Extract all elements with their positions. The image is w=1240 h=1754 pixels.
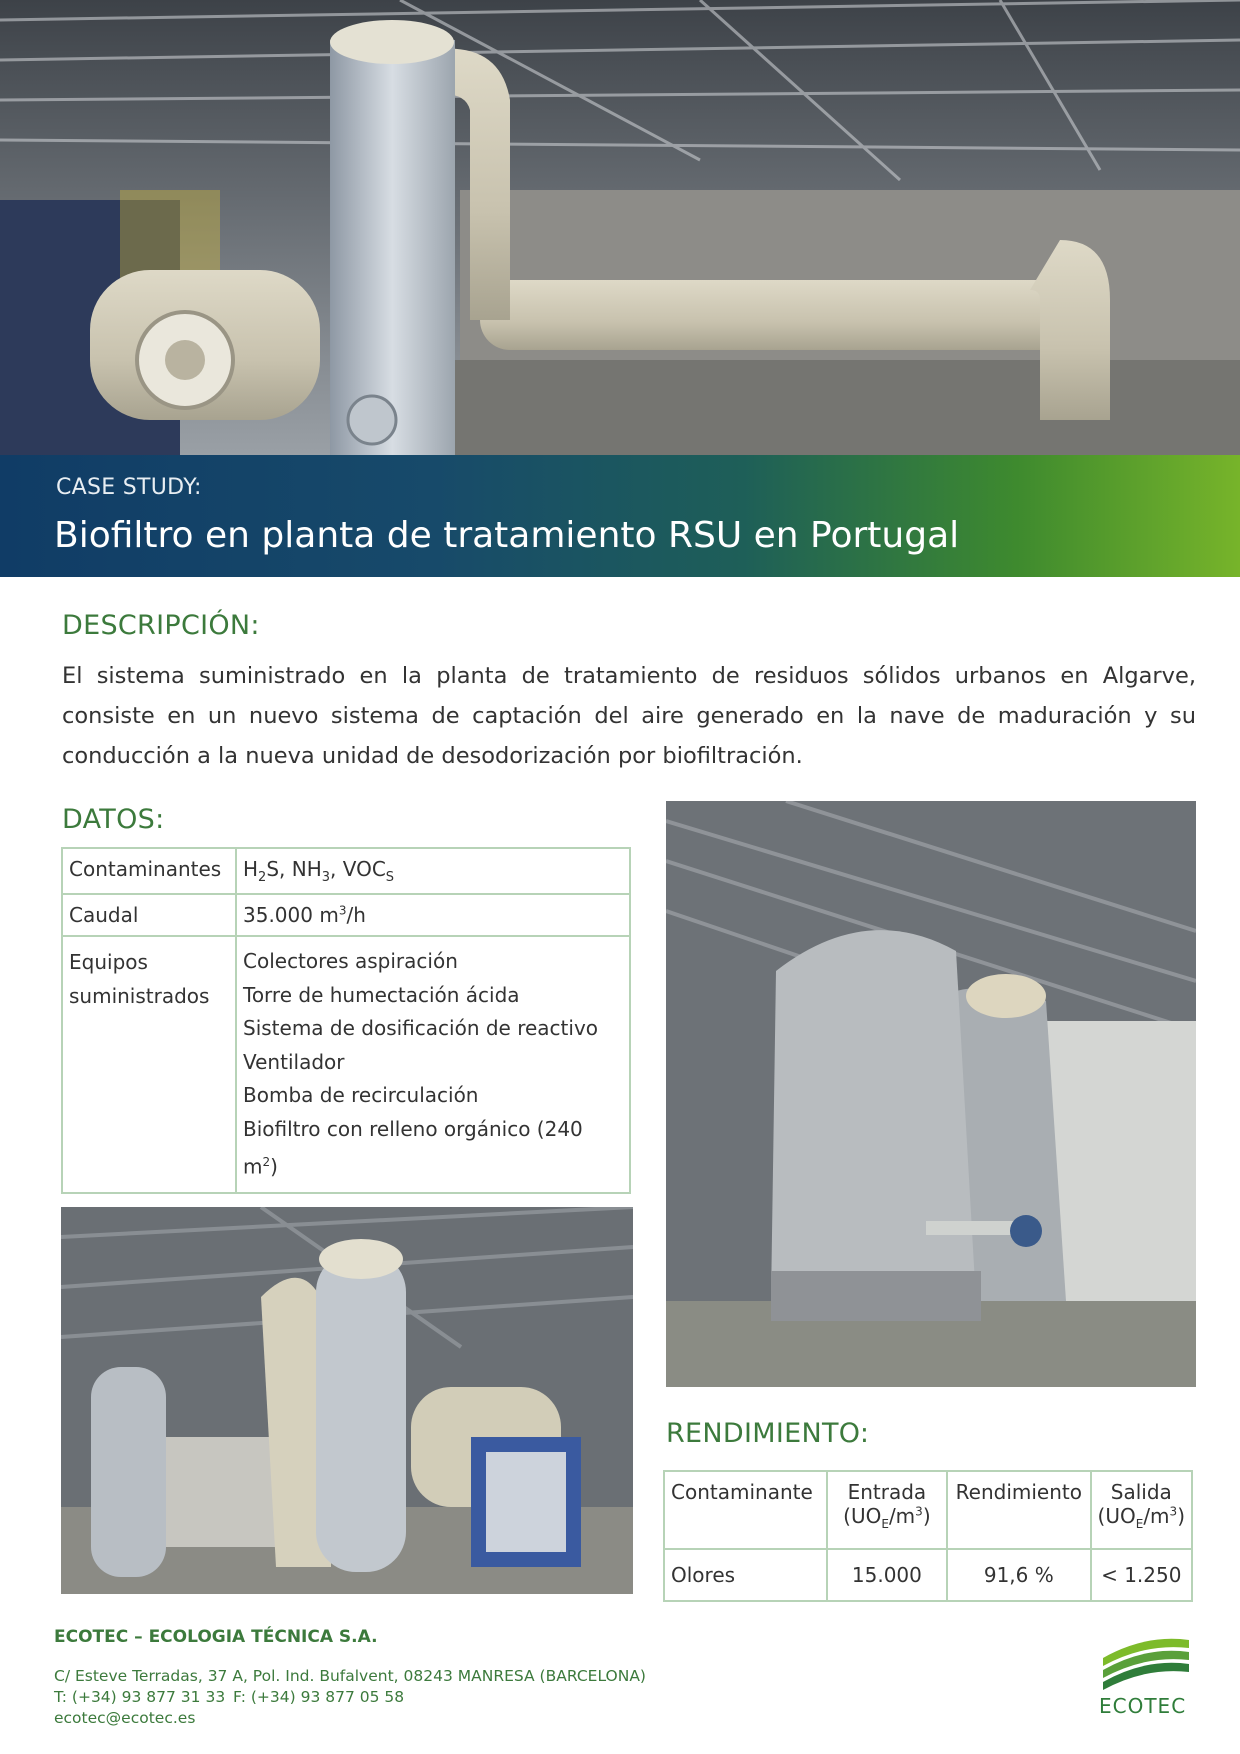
caudal-sup: 3	[338, 903, 347, 918]
rendimiento-heading: RENDIMIENTO:	[666, 1418, 870, 1449]
ecotec-logo-icon	[1095, 1628, 1195, 1698]
caudal-label: Caudal	[62, 894, 236, 936]
caudal-unit: /h	[346, 903, 366, 927]
table-row	[62, 848, 630, 894]
hero-plant-illustration	[0, 0, 1240, 456]
cell-entrada: 15.000	[827, 1549, 947, 1601]
col-entrada	[827, 1471, 947, 1549]
col-rendimiento: Rendimiento	[947, 1471, 1090, 1549]
list-item-text: )	[270, 1154, 278, 1179]
col-salida-label: Salida	[1110, 1480, 1172, 1504]
tanks-photo	[666, 801, 1196, 1387]
formula-part: H	[243, 857, 259, 881]
formula-sub: 3	[321, 870, 331, 885]
unit-part: /m	[888, 1504, 916, 1528]
footer-phone: T: (+34) 93 877 31 33	[54, 1688, 226, 1706]
plant-photo	[61, 1207, 633, 1594]
equipos-list	[236, 936, 630, 1193]
cell-salida: < 1.250	[1091, 1549, 1192, 1601]
col-entrada-unit	[834, 1504, 940, 1531]
formula-part: S, NH	[266, 857, 322, 881]
equipos-label	[62, 936, 236, 1193]
descripcion-heading: DESCRIPCIÓN:	[62, 610, 260, 641]
formula-sub: 2	[258, 870, 267, 885]
page-title: Biofiltro en planta de tratamiento RSU en Portugal	[54, 515, 960, 556]
table-row	[664, 1549, 1192, 1601]
descripcion-text: El sistema suministrado en la planta de tratamiento de residuos sólidos urbanos en Algarve, consiste en un nuevo sistema de captación del aire generado en la nave de maduración y su conducción a la nueva unidad de desodorización por biofiltración.	[62, 663, 1196, 769]
list-item	[243, 1113, 623, 1185]
table-row	[62, 894, 630, 936]
cell-rendimiento: 91,6 %	[947, 1549, 1090, 1601]
unit-sub: E	[881, 1517, 889, 1531]
caudal-value	[236, 894, 630, 936]
list-item: Colectores aspiración	[243, 949, 458, 973]
equipos-label-line: suministrados	[69, 984, 210, 1008]
ecotec-logo	[1095, 1628, 1195, 1718]
equipos-label-line: Equipos	[69, 950, 148, 974]
contaminantes-label: Contaminantes	[62, 848, 236, 894]
tanks-illustration	[666, 801, 1196, 1387]
list-item-text: Biofiltro con relleno orgánico (240 m	[243, 1116, 583, 1179]
banner-kicker: CASE STUDY:	[56, 475, 202, 500]
datos-heading: DATOS:	[62, 804, 165, 835]
formula-sub: S	[385, 870, 395, 885]
unit-part: (UO	[843, 1504, 882, 1528]
footer-company: ECOTEC – ECOLOGIA TÉCNICA S.A.	[54, 1627, 378, 1647]
plant-illustration	[61, 1207, 633, 1594]
rendimiento-table	[663, 1470, 1193, 1602]
unit-sub: E	[1135, 1517, 1144, 1531]
list-item: Torre de humectación ácida	[243, 982, 520, 1007]
caudal-number: 35.000 m	[243, 903, 339, 927]
col-entrada-label: Entrada	[847, 1480, 927, 1504]
hero-photo	[0, 0, 1240, 456]
cell-contaminante: Olores	[664, 1549, 827, 1601]
list-item: Bomba de recirculación	[243, 1083, 479, 1107]
footer-address: C/ Esteve Terradas, 37 A, Pol. Ind. Bufalvent, 08243 MANRESA (BARCELONA)	[54, 1667, 646, 1685]
contaminantes-value	[236, 848, 630, 894]
unit-sup: 3	[1169, 1504, 1178, 1519]
unit-part: )	[1177, 1504, 1185, 1528]
formula-part: , VOC	[330, 857, 386, 881]
table-row	[664, 1471, 1192, 1549]
datos-table	[61, 847, 631, 1194]
logo-text: ECOTEC	[1099, 1694, 1187, 1718]
list-item: Sistema de dosificación de reactivo	[243, 1016, 599, 1040]
unit-part: (UO	[1097, 1504, 1136, 1528]
title-banner	[0, 455, 1240, 577]
unit-part: /m	[1143, 1504, 1170, 1528]
list-item-sup: 2	[262, 1155, 271, 1169]
unit-part: )	[922, 1504, 931, 1528]
col-contaminante: Contaminante	[664, 1471, 827, 1549]
table-row	[62, 936, 630, 1193]
list-item: Ventilador	[243, 1049, 345, 1074]
col-salida-unit	[1098, 1504, 1185, 1531]
unit-sup: 3	[915, 1504, 923, 1519]
col-salida	[1091, 1471, 1192, 1549]
footer-fax: F: (+34) 93 877 05 58	[233, 1688, 405, 1706]
footer-email: ecotec@ecotec.es	[54, 1709, 196, 1727]
